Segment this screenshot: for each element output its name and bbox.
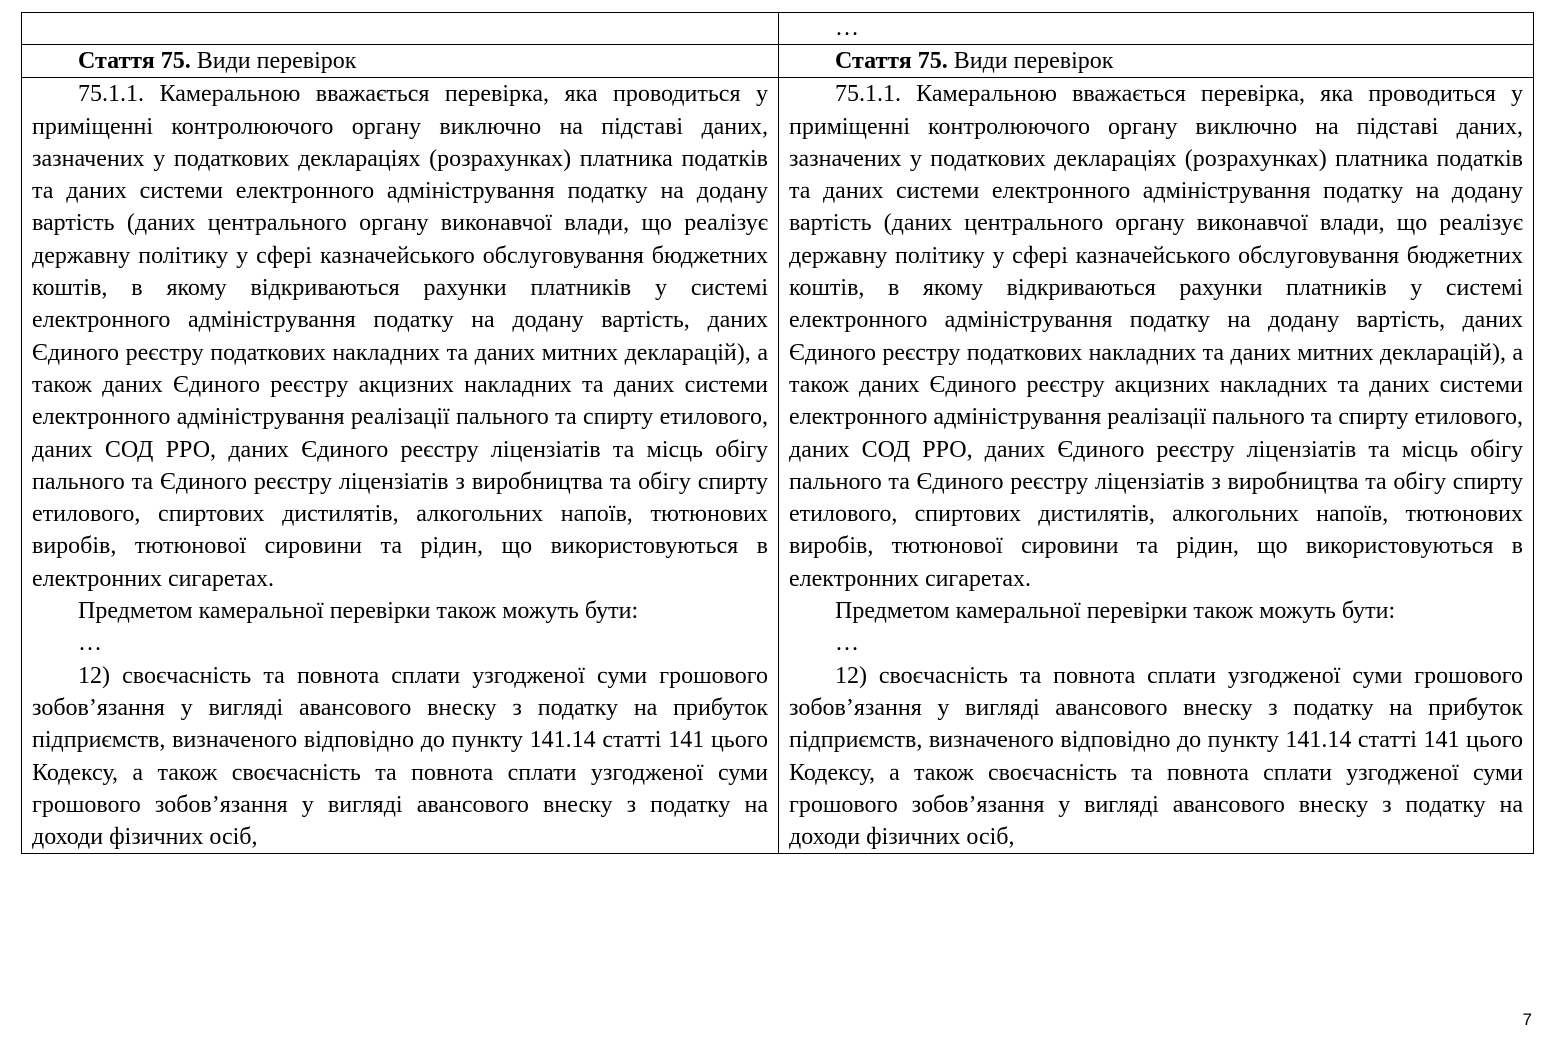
right-article-heading	[789, 45, 1523, 77]
left-paragraph: …	[78, 630, 102, 657]
left-paragraph: Предметом камеральної перевірки також можуть бути:	[78, 598, 639, 625]
right-heading-bold: Стаття 75.	[835, 48, 948, 74]
right-paragraph: Предметом камеральної перевірки також можуть бути:	[835, 598, 1396, 625]
left-paragraph: 75.1.1. Камеральною вважається перевірка, яка проводиться у приміщенні контролюючого органу виключно на підставі даних, зазначених у податкових деклараціях (розрахунках) платника податків та даних системи електронного адміністрування податку на додану вартість (даних центрального органу виконавчої влади, що реалізує державну політику у сфері казначейського обслуговування бюджетних коштів, в якому відкриваються рахунки платників у системі електронного адміністрування податку на додану вартість, даних Єдиного реєстру податкових накладних та даних митних декларацій), а також даних Єдиного реєстру акцизних накладних та даних системи електронного адміністрування реалізації пального та спирту етилового, даних СОД РРО, даних Єдиного реєстру ліцензіатів та місць обігу пального та Єдиного реєстру ліцензіатів з виробництва та обігу спирту етилового, спиртових дистилятів, алкогольних напоїв, тютюнових виробів, тютюнової сировини та рідин, що використовуються в електронних сигаретах.	[32, 81, 768, 592]
right-heading-cell	[779, 45, 1534, 78]
table-row-heading	[22, 45, 1534, 78]
comparison-table	[21, 12, 1534, 854]
right-paragraph: …	[835, 630, 859, 657]
right-top-text: …	[835, 15, 859, 41]
left-heading-rest: Види перевірок	[190, 48, 357, 74]
right-paragraph: 12) своєчасність та повнота сплати узгодженої суми грошового зобов’язання у вигляді авансового внеску з податку на прибуток підприємств, визначеного відповідно до пункту 141.14 статті 141 цього Кодексу, а також своєчасність та повнота сплати узгодженої суми грошового зобов’язання у вигляді авансового внеску з податку на доходи фізичних осіб,	[789, 662, 1523, 851]
table-row-body	[22, 78, 1534, 854]
right-paragraph: 75.1.1. Камеральною вважається перевірка, яка проводиться у приміщенні контролюючого органу виключно на підставі даних, зазначених у податкових деклараціях (розрахунках) платника податків та даних системи електронного адміністрування податку на додану вартість (даних центрального органу виконавчої влади, що реалізує державну політику у сфері казначейського обслуговування бюджетних коштів, в якому відкриваються рахунки платників у системі електронного адміністрування податку на додану вартість, даних Єдиного реєстру податкових накладних та даних митних декларацій), а також даних Єдиного реєстру акцизних накладних та даних системи електронного адміністрування реалізації пального та спирту етилового, даних СОД РРО, даних Єдиного реєстру ліцензіатів та місць обігу пального та Єдиного реєстру ліцензіатів з виробництва та обігу спирту етилового, спиртових дистилятів, алкогольних напоїв, тютюнових виробів, тютюнової сировини та рідин, що використовуються в електронних сигаретах.	[789, 81, 1523, 592]
page-number: 7	[1522, 1010, 1532, 1029]
left-heading-bold: Стаття 75.	[78, 48, 191, 74]
right-heading-rest: Види перевірок	[947, 48, 1114, 74]
right-top-cell	[779, 13, 1534, 45]
right-body-cell	[779, 78, 1534, 854]
left-heading-cell	[22, 45, 779, 78]
left-top-cell	[22, 13, 779, 45]
left-body-cell	[22, 78, 779, 854]
left-article-heading	[32, 45, 768, 77]
left-paragraph: 12) своєчасність та повнота сплати узгодженої суми грошового зобов’язання у вигляді авансового внеску з податку на прибуток підприємств, визначеного відповідно до пункту 141.14 статті 141 цього Кодексу, а також своєчасність та повнота сплати узгодженої суми грошового зобов’язання у вигляді авансового внеску з податку на доходи фізичних осіб,	[32, 662, 768, 851]
table-row-top	[22, 13, 1534, 45]
